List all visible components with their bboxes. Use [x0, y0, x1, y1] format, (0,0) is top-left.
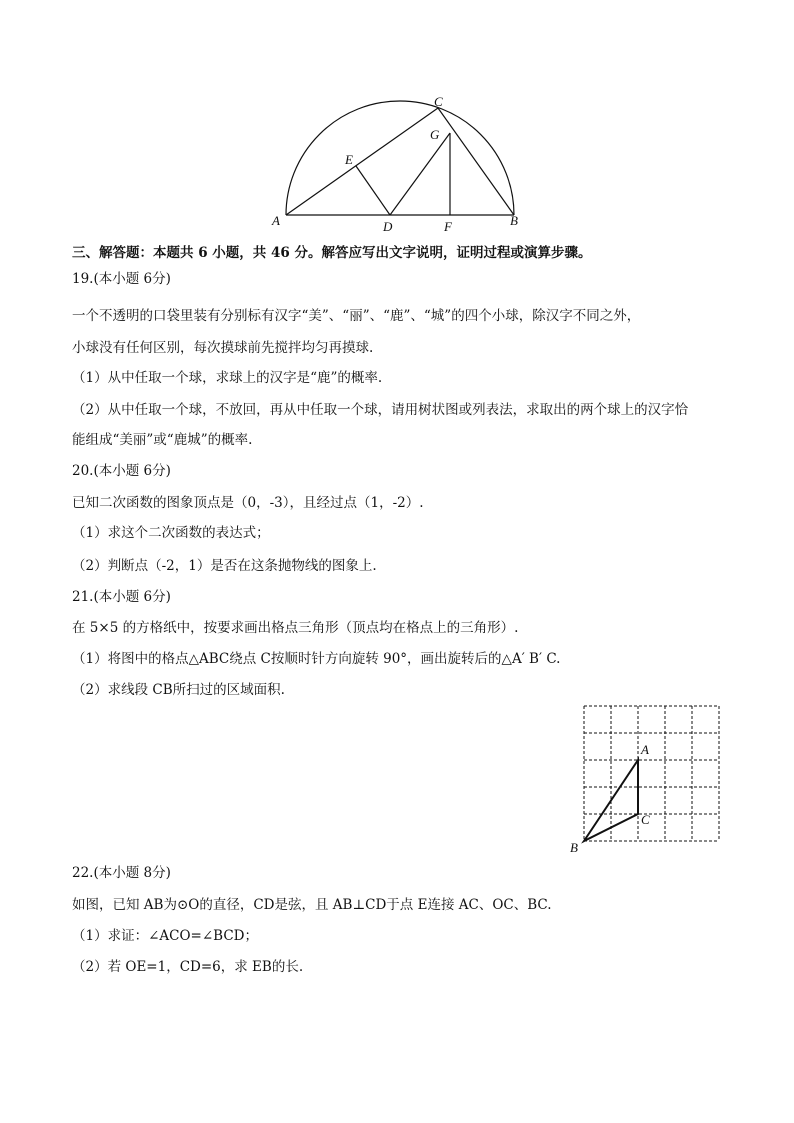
label-f: F: [444, 219, 452, 234]
q20-part2: （2）判断点（-2，1）是否在这条抛物线的图象上.: [72, 558, 377, 574]
segment-ed: [356, 166, 390, 215]
q20-text: 已知二次函数的图象顶点是（0，-3），且经过点（1，-2）.: [72, 495, 424, 511]
section-title: 三、解答题：本题共 6 小题，共 46 分。解答应写出文字说明，证明过程或演算步骤。: [72, 245, 592, 261]
segment-ac: [286, 108, 438, 215]
q21-header: 21.(本小题 6分): [72, 589, 171, 605]
label-a: A: [272, 213, 280, 228]
label-g: G: [430, 127, 440, 142]
q21-part2: （2）求线段 CB所扫过的区域面积.: [72, 682, 285, 698]
grid-label-a: A: [641, 742, 649, 757]
q19-header: 19.(本小题 6分): [72, 271, 171, 287]
label-e: E: [345, 152, 353, 167]
q20-part1: （1）求这个二次函数的表达式；: [72, 525, 270, 541]
q22-part2: （2）若 OE=1，CD=6，求 EB的长.: [72, 959, 304, 975]
segment-dg: [390, 133, 450, 215]
q19-text1: 一个不透明的口袋里装有分别标有汉字“美”、“丽”、“鹿”、“城”的四个小球，除汉字不同之外，: [72, 308, 641, 324]
grid-lines: [584, 706, 719, 841]
q20-header: 20.(本小题 6分): [72, 463, 171, 479]
grid-label-c: C: [641, 812, 650, 827]
label-b: B: [510, 213, 518, 228]
semicircle-arc: [286, 101, 514, 215]
grid-figure: [566, 700, 728, 858]
q19-part1: （1）从中任取一个球，求球上的汉字是“鹿”的概率.: [72, 370, 383, 386]
q22-text: 如图，已知 AB为⊙O的直径，CD是弦，且 AB⊥CD于点 E连接 AC、OC、BC.: [72, 897, 552, 913]
q19-text2: 小球没有任何区别，每次摸球前先搅拌均匀再摸球.: [72, 340, 374, 356]
q19-part2a: （2）从中任取一个球，不放回，再从中任取一个球，请用树状图或列表法，求取出的两个球上的汉字恰: [72, 402, 689, 418]
grid-label-b: B: [570, 840, 578, 855]
q22-part1: （1）求证：∠ACO=∠BCD；: [72, 928, 258, 944]
q21-text: 在 5×5 的方格纸中，按要求画出格点三角形（顶点均在格点上的三角形）.: [72, 620, 519, 636]
q22-header: 22.(本小题 8分): [72, 865, 171, 881]
q21-part1: （1）将图中的格点△ABC绕点 C按顺时针方向旋转 90°，画出旋转后的△A′ B′ C.: [72, 651, 561, 667]
q19-part2b: 能组成“美丽”或“鹿城”的概率.: [72, 432, 253, 448]
semicircle-figure: [260, 90, 540, 240]
label-d: D: [383, 219, 393, 234]
label-c: C: [434, 94, 443, 109]
